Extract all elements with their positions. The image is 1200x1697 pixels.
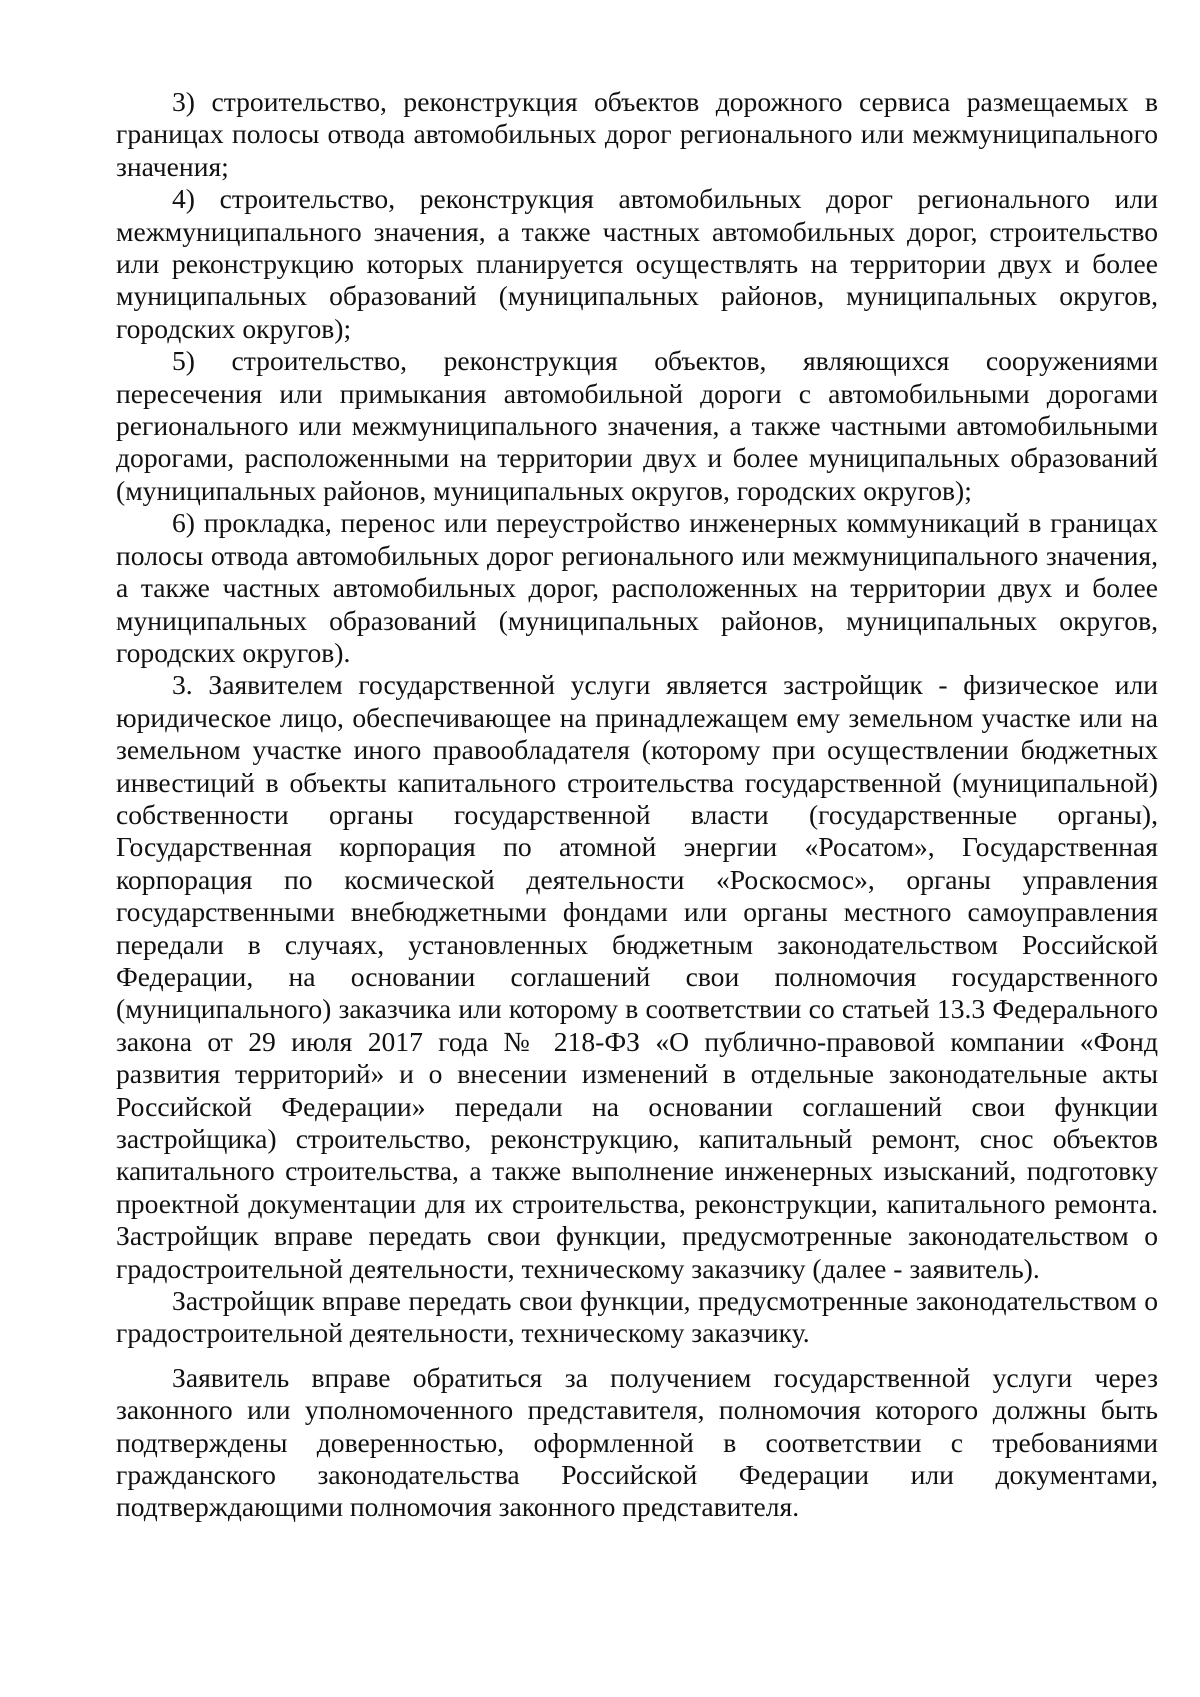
- paragraph-item-4: 4) строительство, реконструкция автомобильных дорог регионального или межмуниципального значения, а также частных автомобильных дорог, строительство или реконструкцию которых планируется осуществлять на территории двух и более муниципальных образований (муниципальных районов, муниципальных округов, городских округов);: [116, 183, 1158, 344]
- paragraph-developer-rights: Застройщик вправе передать свои функции, предусмотренные законодательством о градостроительной деятельности, техническому заказчику.: [116, 1285, 1158, 1349]
- paragraph-item-3: 3) строительство, реконструкция объектов дорожного сервиса размещаемых в границах полосы отвода автомобильных дорог регионального или межмуниципального значения;: [116, 86, 1158, 182]
- paragraph-applicant-definition: 3. Заявителем государственной услуги является застройщик - физическое или юридическое лицо, обеспечивающее на принадлежащем ему земельном участке или на земельном участке иного правообладателя (которому при осуществлении бюджетных инвестиций в объекты капитального строительства государственной (муниципальной) собственности органы государственной власти (государственные органы), Государственная корпорация по атомной энергии «Росатом», Государственная корпорация по космической деятельности «Роскосмос», органы управления государственными внебюджетными фондами или органы местного самоуправления передали в случаях, установленных бюджетным законодательством Российской Федерации, на основании соглашений свои полномочия государственного (муниципального) заказчика или которому в соответствии со статьей 13.3 Федерального закона от 29 июля 2017 года № 218-ФЗ «О публично-правовой компании «Фонд развития территорий» и о внесении изменений в отдельные законодательные акты Российской Федерации» передали на основании соглашений свои функции застройщика) строительство, реконструкцию, капитальный ремонт, снос объектов капитального строительства, а также выполнение инженерных изысканий, подготовку проектной документации для их строительства, реконструкции, капитального ремонта. Застройщик вправе передать свои функции, предусмотренные законодательством о градостроительной деятельности, техническому заказчику (далее - заявитель).: [116, 669, 1158, 1284]
- paragraph-representative: Заявитель вправе обратиться за получением государственной услуги через законного или уполномоченного представителя, полномочия которого должны быть подтверждены доверенностью, оформленной в соответствии с требованиями гражданского законодательства Российской Федерации или документами, подтверждающими полномочия законного представителя.: [116, 1361, 1158, 1523]
- document-body: [116, 86, 1158, 1524]
- paragraph-item-5: 5) строительство, реконструкция объектов, являющихся сооружениями пересечения или примыкания автомобильной дороги с автомобильными дорогами регионального или межмуниципального значения, а также частными автомобильными дорогами, расположенными на территории двух и более муниципальных образований (муниципальных районов, муниципальных округов, городских округов);: [116, 345, 1158, 506]
- paragraph-item-6: 6) прокладка, перенос или переустройство инженерных коммуникаций в границах полосы отвода автомобильных дорог регионального или межмуниципального значения, а также частных автомобильных дорог, расположенных на территории двух и более муниципальных образований (муниципальных районов, муниципальных округов, городских округов).: [116, 507, 1158, 668]
